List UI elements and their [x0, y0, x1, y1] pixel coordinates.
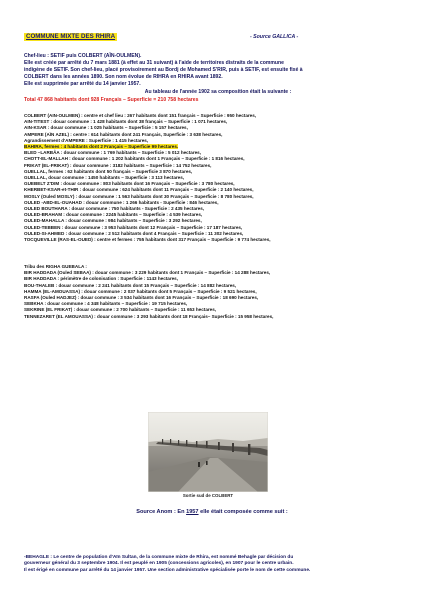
intro-chef-lieu: Chef-lieu : SETIF puis COLBERT (AÏN-OULMEN). [24, 53, 142, 59]
douar-item: AIN-TITEST : douar commune : 1 428 habitants dont 38 français – Superficie : 1 071 hectares, [24, 119, 228, 125]
douar-item: OULED-SI-AHMED : douar commune : 2 512 habitants dont 4 Français – Superficie : 11 302 hectares, [24, 230, 244, 236]
douar-item: GUELLAL, fermes : 62 habitants dont 50 français – Superficie 3 870 hectares, [24, 168, 193, 174]
tribu-list [24, 264, 416, 320]
douar-item: AMPERE (AÏN AZEL) : centre : 614 habitants dont 241 Français, Superficie : 3 638 hectares, [24, 131, 223, 137]
douar-item: CHOTT-EL-MALLAH : douar commune : 1 202 habitants dont 1 Français – Superficie : 1 816 hectares, [24, 156, 245, 162]
douar-item: OULED BOUTHARA : douar commune : 750 habitants - Superficie : 2 435 hectares, [24, 206, 205, 212]
bahira-highlight: BAHIRA, fermes : 4 habitants dont 2 Français – Superficie 99 hectares. [24, 144, 179, 150]
historic-photo [148, 412, 268, 492]
anom-year: 1957 [186, 509, 199, 515]
tribu-item: RASFA (Ouled HADJEZ) : douar commune : 3 534 habitants dont 16 Français – Superficie : 18 690 hectares, [24, 295, 259, 301]
douar-item: Agrandissement d'AMPERE : Superficie : 1 415 hectares, [24, 137, 149, 143]
douar-item: OULED-BRAHAM : douar commune : 2245 habitants – Superficie : 4 539 hectares, [24, 212, 203, 218]
douar-list [24, 113, 416, 243]
composition-heading: Au tableau de l'année 1902 sa composition était la suivante : [144, 89, 292, 95]
anom-heading [0, 509, 424, 516]
douar-item: GUEBELT Z'DIM : douar commune : 803 habitants dont 16 Français – Superficie : 3 780 hectares, [24, 181, 235, 187]
photo-street-scene [148, 412, 268, 492]
douar-item: COLBERT (AIN-OULMEN) : centre et chef lieu : 267 habitants dont 151 français – Superficie : 950 hectares, [24, 113, 257, 118]
douar-item: OULED -ABD-EL-OUAHAD : douar commune : 1 266 habitants - Superficie : 846 hectares, [24, 199, 219, 205]
intro-paragraph-line: Elle est créée par arrêté du 7 mars 1881 (à effet au 31 suivant) à l'aide de territoires distraits de la commune [24, 60, 284, 66]
anom-prefix: Source Anom : En [136, 509, 187, 515]
total-line: Total 47 868 habitants dont 928 Français – Superficie = 210 758 hectares [24, 97, 199, 103]
document-title: COMMUNE MIXTE DES RHIRA [26, 33, 116, 40]
douar-item: FRIKAT (EL-FRIKAT) : douar commune : 3182 habitants – Superficie : 14 752 hectares, [24, 162, 212, 168]
douar-item: MOSLY (Ouled MOSLY) : douar commune : 1 563 habitants dont 30 Français – Superficie : 8 780 hectares, [24, 193, 254, 199]
intro-paragraph-line: Elle est supprimée par arrêté du 14 janvier 1957. [24, 81, 141, 87]
intro-paragraph-line: indigène de SETIF. Son chef-lieu, placé provisoirement au Bordj de Mohamed S'RIR, puis à SETIF, est ensuite fixé à [24, 67, 303, 73]
douar-item: KHERBET-KSAR-et-THIR : douar commune : 624 habitants dont 11 Français – Superficie : 2 140 hectares, [24, 187, 254, 193]
douar-item: GUELLAL, douar commune : 1450 habitants – Superficie : 3 113 hectares, [24, 175, 185, 181]
intro-paragraph-line: COLBERT dans les années 1890. Son nom évolue de RIHRA en RHIRA avant 1892. [24, 74, 223, 80]
anom-suffix: elle était composée comme suit : [198, 509, 288, 515]
behagle-line: -BEHAGLE : Le centre de population d'Aïn Sultan, de la commune mixte de Rhira, est nommé Behagle par décision du [24, 555, 294, 560]
tribu-item: BIR HADDADA : périmètre de colonisation : Superficie : 1143 hectares, [24, 276, 179, 282]
tribu-heading: Tribu des RIGHA GUEBALA : [24, 264, 87, 269]
document-header [22, 33, 412, 42]
tribu-item: HAMMA (EL-AMOUASSA) : douar commune : 2 037 habitants dont 5 Français – Superficie : 9 521 hectares, [24, 288, 257, 294]
behagle-line: gouverneur général du 3 septembre 1904. Il est peuplé en 1905 (concessions agricoles), en 1907 pour le centre urbain. [24, 561, 294, 567]
tribu-item: SEKRINE (EL FRIKAT) : douar commune : 2 700 habitants – Superficie : 11 653 hectares, [24, 307, 217, 313]
behagle-line: Il est érigé en commune par arrêté du 14 janvier 1957. Une section administrative spécialisée porte le nom de cette commune. [24, 567, 311, 573]
tribu-item: SEBKHA : douar commune : 4 348 habitants – Superficie : 19 715 hectares, [24, 301, 188, 307]
douar-item: OULED-MAHALLA : douar commune : 984 habitants – Superficie : 3 292 hectares, [24, 218, 202, 224]
photo-caption: Sortie sud de COLBERT [182, 493, 234, 498]
douar-item: TOCQUEVILLE (RAS-EL-OUED) : centre et fermes : 755 habitants dont 317 Français – Superficie : 9 774 hectares, [24, 237, 271, 243]
tribu-item: BOU-THALEB : douar commune : 2 241 habitants dont 15 Français – Superficie : 14 882 hectares, [24, 282, 237, 288]
source-note: - Source GALLICA - [250, 34, 299, 40]
behagle-paragraph [24, 555, 410, 574]
douar-item: OULED-TEBBEN : douar commune : 3 953 habitants dont 12 Français – Superficie : 17 187 hectares, [24, 224, 243, 230]
douar-item: BLED –LARBÂA : douar commune : 1 769 habitants – Superficie : 5 012 hectares, [24, 150, 201, 156]
tribu-item: BIR HADDADA (Ouled SEBAA) : douar commune : 3 229 habitants dont 1 Français – Superficie : 14 288 hectares, [24, 270, 271, 276]
douar-item: AIN-KSAR : douar commune : 1 025 habitants – Superficie : 5 157 hectares, [24, 125, 188, 131]
tribu-item: TENNEZARET (EL AMOUASSA) : douar commune : 3 293 habitants dont 18 Français– Superficie : 15 958 hectares, [24, 313, 274, 319]
